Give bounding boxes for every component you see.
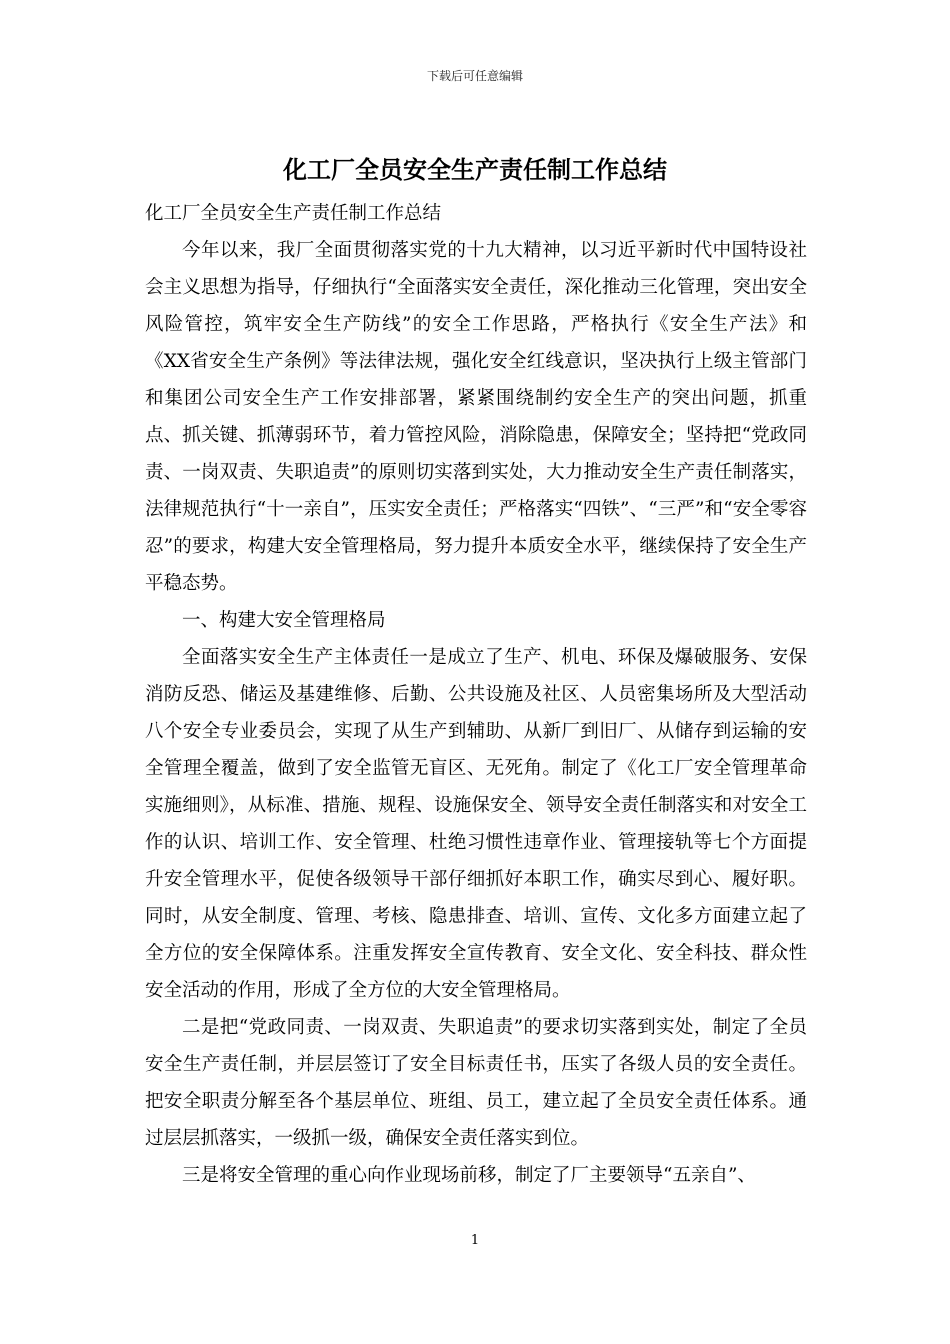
paragraph: 全面落实安全生产主体责任一是成立了生产、机电、环保及爆破服务、安保消防反恐、储运及基建维修、后勤、公共设施及社区、人员密集场所及大型活动八个安全专业委员会，实现了从生产到辅助、从新厂到旧厂、从储存到运输的安全管理全覆盖，做到了安全监管无盲区、无死角。制定了《化工厂安全管理革命实施细则》，从标准、措施、规程、设施保安全、领导安全责任制落实和对安全工作的认识、培训工作、安全管理、杜绝习惯性违章作业、管理接轨等七个方面提升安全管理水平，促使各级领导干部仔细抓好本职工作，确实尽到心、履好职。同时，从安全制度、管理、考核、隐患排查、培训、宣传、文化多方面建立起了全方位的安全保障体系。注重发挥安全宣传教育、安全文化、安全科技、群众性安全活动的作用，形成了全方位的大安全管理格局。 xyxy=(145,647,807,1001)
paragraph: 今年以来，我厂全面贯彻落实党的十九大精神，以习近平新时代中国特设社会主义思想为指导，仔细执行“全面落实安全责任，深化推动三化管理，突出安全风险管控，筑牢安全生产防线”的安全工作思路，严格执行《安全生产法》和《XX省安全生产条例》等法律法规，强化安全红线意识，坚决执行上级主管部门和集团公司安全生产工作安排部署，紧紧围绕制约安全生产的突出问题，抓重点、抓关键、抓薄弱环节，着力管控风险，消除隐患，保障安全；坚持把“党政同责、一岗双责、失职追责”的原则切实落到实处，大力推动安全生产责任制落实，法律规范执行“十一亲自”，压实安全责任；严格落实“四铁”、“三严”和“安全零容忍”的要求，构建大安全管理格局，努力提升本质安全水平，继续保持了安全生产平稳态势。 xyxy=(145,240,807,594)
paragraph: 三是将安全管理的重心向作业现场前移，制定了厂主要领导“五亲自”、 xyxy=(182,1165,756,1186)
section-heading: 一、构建大安全管理格局 xyxy=(182,610,386,631)
document-body xyxy=(145,195,807,1194)
header-note: 下载后可任意编辑 xyxy=(426,69,523,83)
page-number: 1 xyxy=(470,1233,480,1248)
document-title: 化工厂全员安全生产责任制工作总结 xyxy=(283,156,667,184)
subtitle-line: 化工厂全员安全生产责任制工作总结 xyxy=(145,203,442,224)
paragraph: 二是把“党政同责、一岗双责、失职追责”的要求切实落到实处，制定了全员安全生产责任制，并层层签订了安全目标责任书，压实了各级人员的安全责任。把安全职责分解至各个基层单位、班组、员工，建立起了全员安全责任体系。通过层层抓落实，一级抓一级，确保安全责任落实到位。 xyxy=(145,1017,807,1149)
